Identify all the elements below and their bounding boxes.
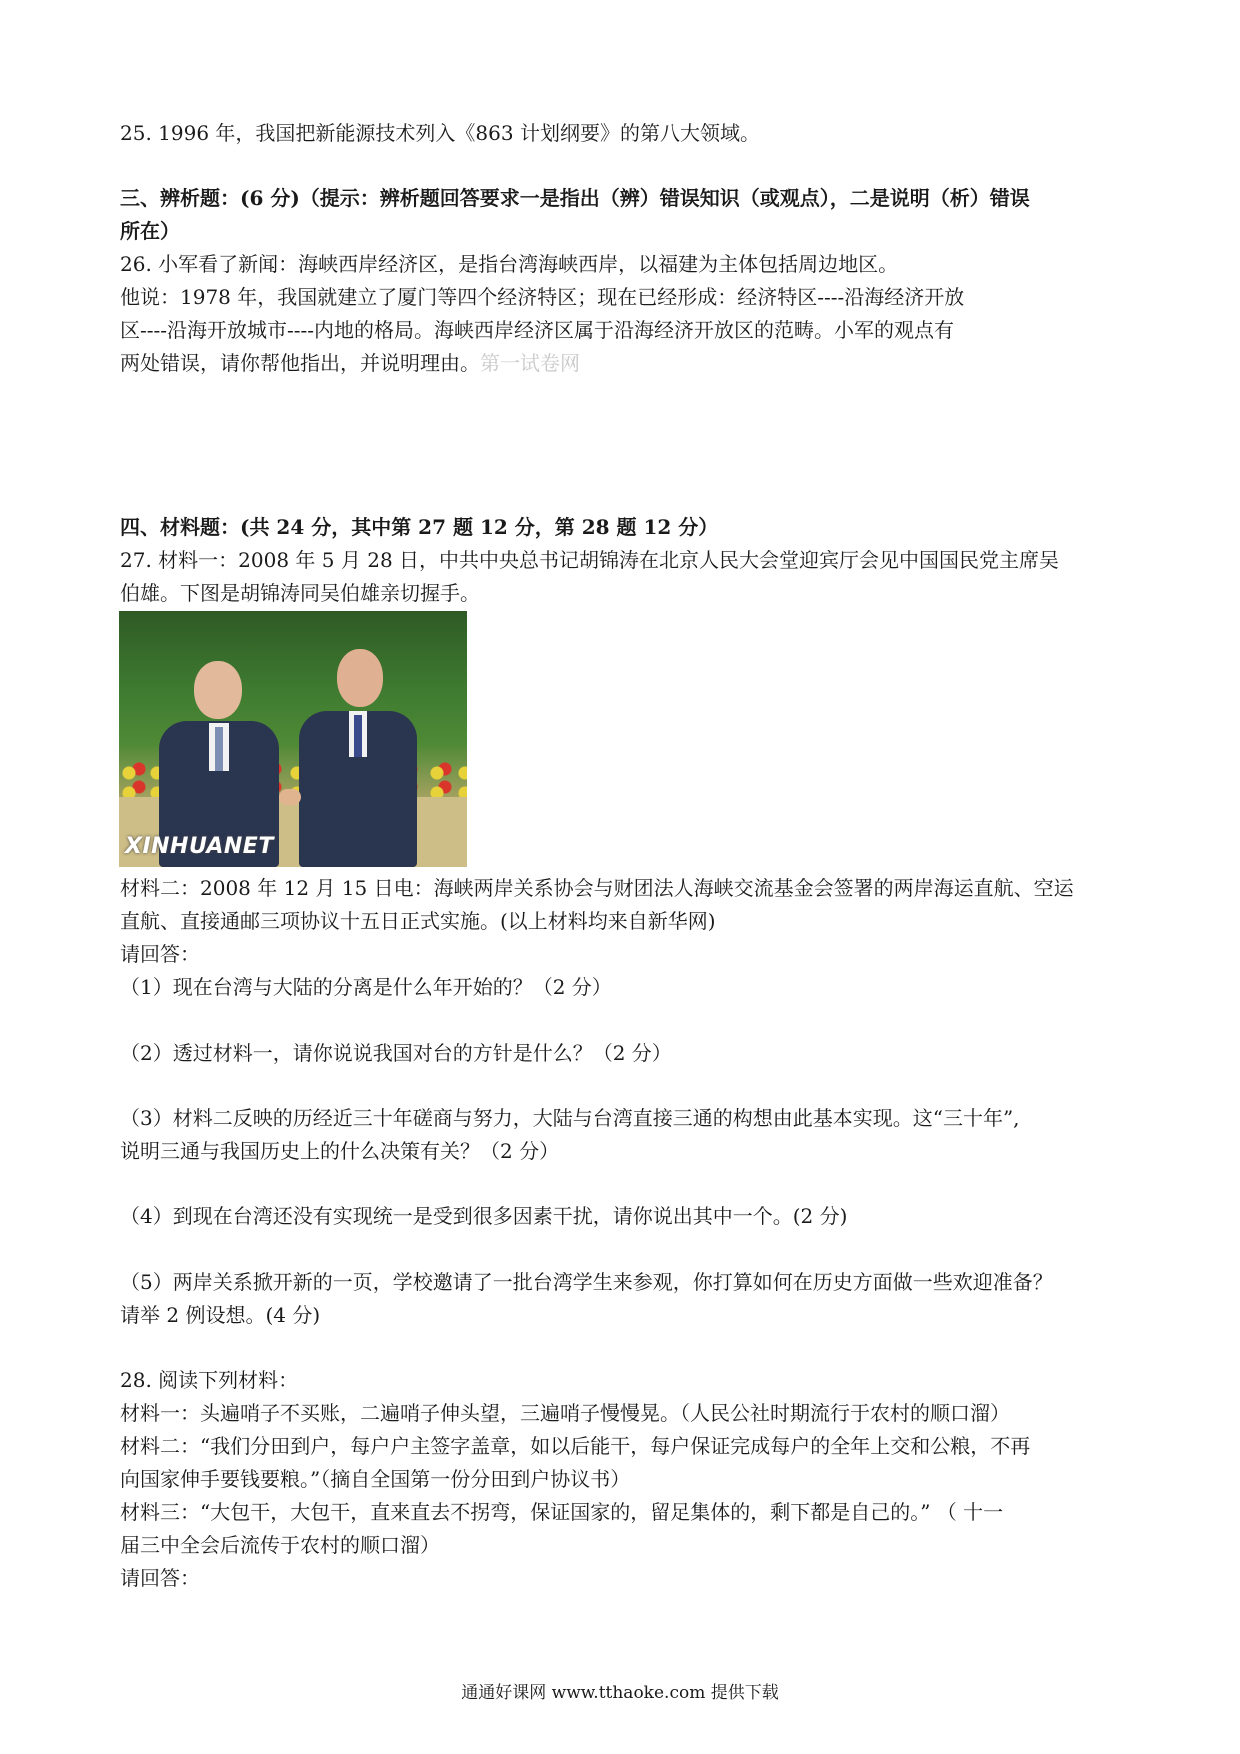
question-27-1: （1）现在台湾与大陆的分离是什么年开始的？（2 分） <box>120 975 612 999</box>
section-4-heading: 四、材料题：(共 24 分，其中第 27 题 12 分，第 28 题 12 分） <box>120 515 719 539</box>
question-27-5-line-1: （5）两岸关系掀开新的一页，学校邀请了一批台湾学生来参观，你打算如何在历史方面做一些欢迎准备？ <box>120 1270 1053 1294</box>
question-28-material-2-line-2: 向国家伸手要钱要粮。”（摘自全国第一份分田到户协议书） <box>120 1467 631 1491</box>
question-25: 25. 1996 年，我国把新能源技术列入《863 计划纲要》的第八大领域。 <box>120 121 760 145</box>
question-27-line-1: 27. 材料一：2008 年 5 月 28 日，中共中央总书记胡锦涛在北京人民大会堂迎宾厅会见中国国民党主席吴 <box>120 548 1060 572</box>
page-footer: 通通好课网 www.tthaoke.com 提供下载 <box>461 1683 779 1703</box>
question-27-4: （4）到现在台湾还没有实现统一是受到很多因素干扰，请你说出其中一个。(2 分) <box>120 1204 848 1228</box>
section-3-heading: 三、辨析题：(6 分)（提示：辨析题回答要求一是指出（辨）错误知识（或观点），二是说明（析）错误 <box>120 186 1030 210</box>
material-2-line-2: 直航、直接通邮三项协议十五日正式实施。(以上材料均来自新华网) <box>120 909 716 933</box>
question-28-material-3-line-2: 届三中全会后流传于农村的顺口溜） <box>120 1533 440 1557</box>
section-3-heading-cont: 所在） <box>120 219 180 243</box>
question-28-material-1: 材料一：头遍哨子不买账，二遍哨子伸头望，三遍哨子慢慢晃。（人民公社时期流行于农村的顺口溜） <box>120 1401 1010 1425</box>
question-26-line-3: 区----沿海开放城市----内地的格局。海峡西岸经济区属于沿海经济开放区的范畴。小军的观点有 <box>120 318 955 342</box>
person-right <box>299 649 417 867</box>
handshake-hands <box>279 789 301 805</box>
question-26-line-1: 26. 小军看了新闻：海峡西岸经济区，是指台湾海峡西岸，以福建为主体包括周边地区。 <box>120 252 899 276</box>
question-28-material-2-line-1: 材料二：“我们分田到户，每户户主签字盖章，如以后能干，每户保证完成每户的全年上交和公粮，不再 <box>120 1434 1031 1458</box>
question-27-2: （2）透过材料一，请你说说我国对台的方针是什么？（2 分） <box>120 1041 672 1065</box>
photo-credit-logo: XINHUANET <box>125 834 274 859</box>
question-26-line-4-text: 两处错误，请你帮他指出，并说明理由。 <box>120 351 480 375</box>
answer-prompt-27: 请回答： <box>120 942 200 966</box>
question-27-line-2: 伯雄。下图是胡锦涛同吴伯雄亲切握手。 <box>120 581 480 605</box>
question-26-line-4 <box>120 347 1130 380</box>
question-26-line-2: 他说：1978 年，我国就建立了厦门等四个经济特区；现在已经形成：经济特区----沿海经济开放 <box>120 285 965 309</box>
question-27-5-line-2: 请举 2 例设想。(4 分) <box>120 1303 321 1327</box>
question-27-3-line-1: （3）材料二反映的历经近三十年磋商与努力，大陆与台湾直接三通的构想由此基本实现。这“三十年”, <box>120 1106 1020 1130</box>
question-28-material-3-line-1: 材料三：“大包干，大包干，直来直去不拐弯，保证国家的，留足集体的，剩下都是自己的。” （ 十一 <box>120 1500 1004 1524</box>
question-27-3-line-2: 说明三通与我国历史上的什么决策有关？（2 分） <box>120 1139 560 1163</box>
watermark-text: 第一试卷网 <box>480 351 580 375</box>
answer-prompt-28: 请回答： <box>120 1566 200 1590</box>
handshake-photo <box>119 611 467 867</box>
material-2-line-1: 材料二：2008 年 12 月 15 日电：海峡两岸关系协会与财团法人海峡交流基金会签署的两岸海运直航、空运 <box>120 876 1074 900</box>
question-28: 28. 阅读下列材料： <box>120 1368 299 1392</box>
